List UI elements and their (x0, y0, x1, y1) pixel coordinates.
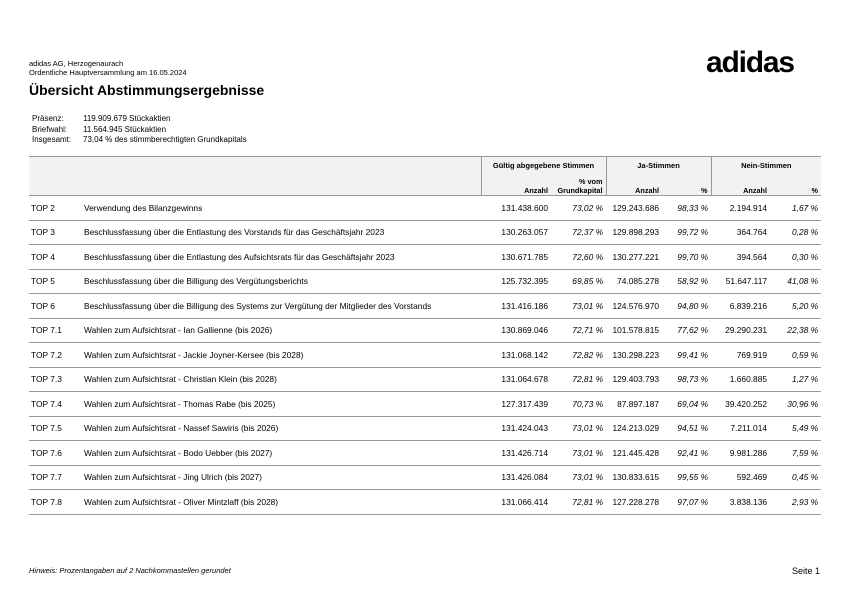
agenda-item-id: TOP 7.1 (29, 318, 81, 343)
valid-votes-count: 131.066.414 (481, 490, 551, 515)
attendance-summary (32, 114, 247, 146)
table-group-header (29, 157, 821, 174)
valid-votes-pct-capital: 72,71 % (551, 318, 606, 343)
agenda-item-description: Beschlussfassung über die Entlastung des Vorstands für das Geschäftsjahr 2023 (81, 220, 481, 245)
agenda-item-description: Wahlen zum Aufsichtsrat - Bodo Uebber (bis 2027) (81, 441, 481, 466)
yes-votes-pct: 98,73 % (662, 367, 711, 392)
yes-votes-pct: 94,80 % (662, 294, 711, 319)
table-row (29, 367, 821, 392)
header-valid-votes: Gültig abgegebene Stimmen (481, 157, 606, 174)
yes-votes-pct: 69,04 % (662, 392, 711, 417)
table-row (29, 343, 821, 368)
valid-votes-count: 131.068.142 (481, 343, 551, 368)
agenda-item-id: TOP 3 (29, 220, 81, 245)
valid-votes-pct-capital: 70,73 % (551, 392, 606, 417)
agenda-item-id: TOP 7.3 (29, 367, 81, 392)
yes-votes-count: 129.243.686 (606, 196, 662, 221)
agenda-item-description: Wahlen zum Aufsichtsrat - Thomas Rabe (bis 2025) (81, 392, 481, 417)
no-votes-count: 364.764 (711, 220, 770, 245)
agenda-item-description: Wahlen zum Aufsichtsrat - Jackie Joyner-Kersee (bis 2028) (81, 343, 481, 368)
yes-votes-count: 129.403.793 (606, 367, 662, 392)
header-yes-votes: Ja-Stimmen (606, 157, 711, 174)
no-votes-pct: 0,28 % (770, 220, 821, 245)
agenda-item-id: TOP 7.4 (29, 392, 81, 417)
valid-votes-count: 127.317.439 (481, 392, 551, 417)
no-votes-pct: 0,45 % (770, 465, 821, 490)
no-votes-pct: 41,08 % (770, 269, 821, 294)
valid-votes-pct-capital: 72,82 % (551, 343, 606, 368)
event-line: Ordentliche Hauptversammlung am 16.05.2024 (29, 68, 187, 77)
agenda-item-description: Wahlen zum Aufsichtsrat - Oliver Mintzlaff (bis 2028) (81, 490, 481, 515)
yes-votes-pct: 98,33 % (662, 196, 711, 221)
table-row (29, 220, 821, 245)
table-row (29, 465, 821, 490)
valid-votes-count: 131.438.600 (481, 196, 551, 221)
table-row (29, 269, 821, 294)
no-votes-pct: 30,96 % (770, 392, 821, 417)
yes-votes-count: 124.576.970 (606, 294, 662, 319)
valid-votes-pct-capital: 72,37 % (551, 220, 606, 245)
yes-votes-pct: 99,41 % (662, 343, 711, 368)
no-votes-count: 2.194.914 (711, 196, 770, 221)
agenda-item-description: Verwendung des Bilanzgewinns (81, 196, 481, 221)
agenda-item-id: TOP 7.8 (29, 490, 81, 515)
no-votes-pct: 1,27 % (770, 367, 821, 392)
yes-votes-pct: 97,07 % (662, 490, 711, 515)
valid-votes-count: 131.424.043 (481, 416, 551, 441)
header-valid-count: Anzahl (481, 173, 551, 196)
valid-votes-count: 131.064.678 (481, 367, 551, 392)
header-no-votes: Nein-Stimmen (711, 157, 821, 174)
valid-votes-pct-capital: 73,02 % (551, 196, 606, 221)
agenda-item-description: Wahlen zum Aufsichtsrat - Christian Klein (bis 2028) (81, 367, 481, 392)
table-row (29, 490, 821, 515)
no-votes-pct: 2,93 % (770, 490, 821, 515)
no-votes-pct: 22,38 % (770, 318, 821, 343)
table-row (29, 318, 821, 343)
agenda-item-id: TOP 2 (29, 196, 81, 221)
header-blank (29, 157, 481, 196)
no-votes-count: 769.919 (711, 343, 770, 368)
agenda-item-id: TOP 6 (29, 294, 81, 319)
no-votes-pct: 0,30 % (770, 245, 821, 270)
valid-votes-count: 131.416.186 (481, 294, 551, 319)
valid-votes-count: 131.426.714 (481, 441, 551, 466)
header-valid-pct-line2: Grundkapital (557, 186, 603, 195)
agenda-item-id: TOP 7.5 (29, 416, 81, 441)
rounding-note: Hinweis: Prozentangaben auf 2 Nachkommastellen gerundet (29, 566, 231, 575)
header-valid-pct-line1: % vom (578, 177, 603, 186)
yes-votes-count: 101.578.815 (606, 318, 662, 343)
header-no-pct: % (770, 173, 821, 196)
no-votes-count: 1.660.885 (711, 367, 770, 392)
agenda-item-description: Beschlussfassung über die Entlastung des Aufsichtsrats für das Geschäftsjahr 2023 (81, 245, 481, 270)
no-votes-pct: 5,20 % (770, 294, 821, 319)
header-yes-pct: % (662, 173, 711, 196)
voting-results-table (29, 156, 821, 515)
yes-votes-pct: 77,62 % (662, 318, 711, 343)
no-votes-count: 39.420.252 (711, 392, 770, 417)
valid-votes-pct-capital: 73,01 % (551, 465, 606, 490)
summary-label: Insgesamt: (32, 135, 72, 144)
valid-votes-pct-capital: 72,81 % (551, 367, 606, 392)
summary-value: 119.909.679 Stückaktien (83, 114, 171, 123)
no-votes-pct: 0,59 % (770, 343, 821, 368)
agenda-item-description: Wahlen zum Aufsichtsrat - Nassef Sawiris (bis 2026) (81, 416, 481, 441)
valid-votes-count: 125.732.395 (481, 269, 551, 294)
agenda-item-description: Wahlen zum Aufsichtsrat - Jing Ulrich (bis 2027) (81, 465, 481, 490)
yes-votes-count: 127.228.278 (606, 490, 662, 515)
no-votes-count: 3.838.136 (711, 490, 770, 515)
valid-votes-count: 130.671.785 (481, 245, 551, 270)
yes-votes-pct: 94,51 % (662, 416, 711, 441)
yes-votes-count: 74.085.278 (606, 269, 662, 294)
yes-votes-pct: 58,92 % (662, 269, 711, 294)
yes-votes-pct: 99,70 % (662, 245, 711, 270)
valid-votes-pct-capital: 73,01 % (551, 416, 606, 441)
agenda-item-id: TOP 4 (29, 245, 81, 270)
valid-votes-count: 131.426.084 (481, 465, 551, 490)
header-no-count: Anzahl (711, 173, 770, 196)
yes-votes-count: 130.298.223 (606, 343, 662, 368)
no-votes-pct: 5,49 % (770, 416, 821, 441)
agenda-item-id: TOP 5 (29, 269, 81, 294)
agenda-item-description: Wahlen zum Aufsichtsrat - Ian Gallienne (bis 2026) (81, 318, 481, 343)
yes-votes-count: 87.897.187 (606, 392, 662, 417)
yes-votes-count: 121.445.428 (606, 441, 662, 466)
agenda-item-id: TOP 7.7 (29, 465, 81, 490)
summary-row-postal (32, 125, 247, 136)
yes-votes-count: 124.213.029 (606, 416, 662, 441)
no-votes-count: 7.211.014 (711, 416, 770, 441)
yes-votes-count: 130.833.615 (606, 465, 662, 490)
table-row (29, 245, 821, 270)
summary-value: 73,04 % des stimmberechtigten Grundkapitals (83, 135, 247, 144)
summary-row-total (32, 135, 247, 146)
table-body (29, 196, 821, 515)
summary-label: Präsenz: (32, 114, 64, 123)
page-number: Seite 1 (791, 566, 820, 576)
no-votes-count: 51.647.117 (711, 269, 770, 294)
valid-votes-count: 130.263.057 (481, 220, 551, 245)
adidas-logo: adidas (706, 46, 794, 79)
yes-votes-pct: 92,41 % (662, 441, 711, 466)
page-title: Übersicht Abstimmungsergebnisse (29, 82, 265, 98)
summary-label: Briefwahl: (32, 124, 68, 134)
no-votes-pct: 7,59 % (770, 441, 821, 466)
valid-votes-count: 130.869.046 (481, 318, 551, 343)
agenda-item-description: Beschlussfassung über die Billigung des Vergütungsberichts (81, 269, 481, 294)
no-votes-count: 394.564 (711, 245, 770, 270)
summary-value: 11.564.945 Stückaktien (83, 124, 167, 134)
company-line: adidas AG, Herzogenaurach (29, 59, 124, 68)
no-votes-count: 592.469 (711, 465, 770, 490)
header-valid-pct (551, 173, 606, 196)
valid-votes-pct-capital: 73,01 % (551, 441, 606, 466)
yes-votes-pct: 99,72 % (662, 220, 711, 245)
agenda-item-id: TOP 7.2 (29, 343, 81, 368)
yes-votes-count: 130.277.221 (606, 245, 662, 270)
agenda-item-id: TOP 7.6 (29, 441, 81, 466)
no-votes-pct: 1,67 % (770, 196, 821, 221)
valid-votes-pct-capital: 69,85 % (551, 269, 606, 294)
valid-votes-pct-capital: 72,60 % (551, 245, 606, 270)
no-votes-count: 29.290.231 (711, 318, 770, 343)
table-row (29, 441, 821, 466)
summary-row-presence (32, 114, 247, 125)
agenda-item-description: Beschlussfassung über die Billigung des Systems zur Vergütung der Mitglieder des Vorstands (81, 294, 481, 319)
table-row (29, 392, 821, 417)
table-row (29, 416, 821, 441)
valid-votes-pct-capital: 73,01 % (551, 294, 606, 319)
table-row (29, 196, 821, 221)
company-info (29, 59, 187, 77)
header-yes-count: Anzahl (606, 173, 662, 196)
no-votes-count: 9.981.286 (711, 441, 770, 466)
no-votes-count: 6.839.216 (711, 294, 770, 319)
yes-votes-pct: 99,55 % (662, 465, 711, 490)
table-row (29, 294, 821, 319)
valid-votes-pct-capital: 72,81 % (551, 490, 606, 515)
yes-votes-count: 129.898.293 (606, 220, 662, 245)
